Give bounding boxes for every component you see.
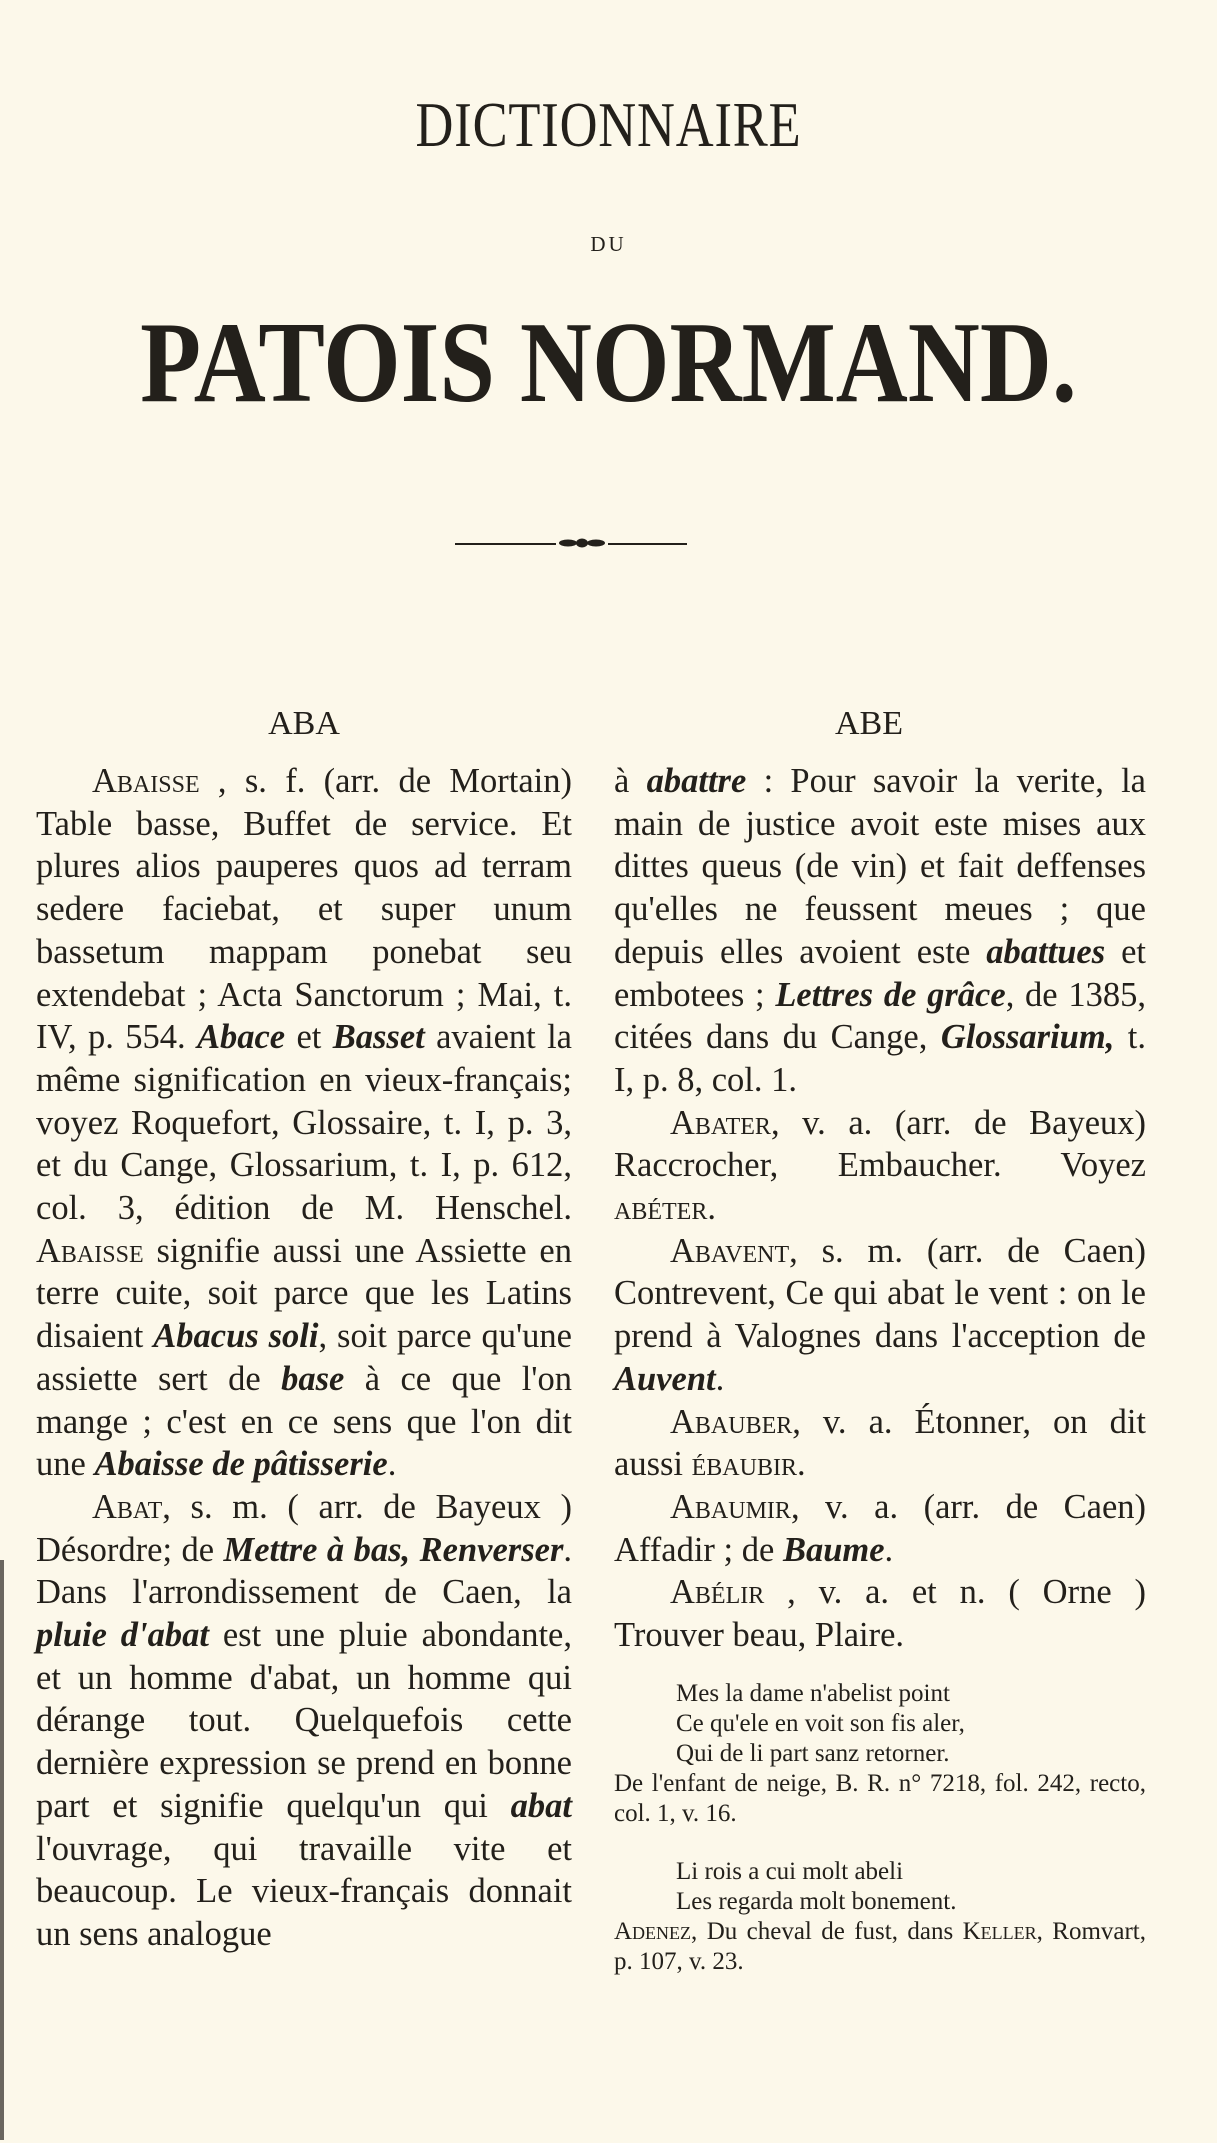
- text-run: Abat: [92, 1487, 163, 1526]
- text-run: abéter: [614, 1189, 708, 1228]
- text-run: Mai, t. IV, p. 554.: [36, 975, 572, 1057]
- text-run: ébaubir: [691, 1445, 797, 1484]
- text-run: t. I, p. 612, col. 3, édition de M. Henschel.: [36, 1146, 572, 1228]
- text-run: , v. a. Étonner, on dit aussi: [614, 1402, 1146, 1484]
- text-run: ,: [691, 1917, 707, 1945]
- text-run: Acta Sanctorum ;: [217, 975, 466, 1014]
- entry-abaumir: [614, 1486, 1146, 1571]
- text-run: , de 1385, citées dans du Cange,: [614, 975, 1146, 1057]
- text-run: ,: [1036, 1917, 1053, 1945]
- text-run: Glossarium,: [229, 1146, 398, 1185]
- text-run: : Pour savoir la verite, la main de justice avoit este mises aux dittes queus (de vin) et fait deffenses qu'elles ne feussent meues ; que depuis elles avoient este: [614, 762, 1146, 971]
- text-run: abattues: [986, 932, 1106, 971]
- text-run: pluie d'abat: [36, 1616, 209, 1655]
- text-run: mappam ponebat seu extendebat ;: [36, 932, 572, 1014]
- text-run: , v. a. (arr. de Caen) Affadir ; de: [614, 1487, 1146, 1569]
- text-run: base: [281, 1359, 345, 1398]
- entry-abaisse: [36, 760, 572, 1486]
- text-run: , dans: [891, 1917, 963, 1945]
- text-run: Abace: [196, 1018, 286, 1057]
- left-column: [36, 760, 572, 1956]
- text-run: Glossaire,: [292, 1103, 432, 1142]
- verse-line: Ce qu'ele en voit son fis aler,: [676, 1709, 965, 1737]
- text-run: Lettres de grâce: [775, 975, 1006, 1014]
- verse-line: Li rois a cui molt abeli: [676, 1857, 904, 1885]
- text-run: Baume: [782, 1530, 885, 1569]
- text-run: , B. R. n° 7218, fol. 242, recto, col. 1, v. 16.: [614, 1769, 1146, 1827]
- text-run: , un homme qui dérange tout. Quelquefois cette dernière expression se prend en bonne part et signifie quelqu'un qui: [36, 1658, 572, 1825]
- text-run: Basset: [332, 1018, 425, 1057]
- text-run: .: [715, 1359, 725, 1398]
- text-run: à: [614, 762, 647, 800]
- text-run: Abater: [670, 1103, 771, 1142]
- entry-continuation: [614, 760, 1146, 1102]
- text-run: Abaisse: [92, 762, 200, 800]
- entry-abelir: [614, 1571, 1146, 1656]
- text-run: signifie aussi une Assiette en terre cuite, soit parce que les Latins disaient: [36, 1231, 572, 1356]
- text-run: , p. 107, v. 23.: [614, 1917, 1147, 1975]
- text-run: .: [707, 1189, 716, 1228]
- text-run: Du cheval de fust: [706, 1917, 892, 1945]
- entry-abauber: [614, 1401, 1146, 1486]
- text-run: . Dans l'arrondissement de Caen, la: [36, 1530, 572, 1612]
- text-run: Mettre à bas, Renverser: [223, 1530, 564, 1569]
- text-run: Auvent: [614, 1359, 716, 1398]
- text-run: abattre: [646, 762, 747, 800]
- text-run: homme d'abat: [129, 1658, 331, 1697]
- text-run: est une pluie abondante, et un: [36, 1616, 572, 1697]
- text-run: Glossarium,: [940, 1018, 1115, 1057]
- text-run: beau: [732, 1616, 798, 1655]
- verse-line: Qui de li part sanz retorner.: [676, 1739, 950, 1767]
- text-run: Abaumir: [670, 1487, 791, 1526]
- text-run: , s. m. ( arr. de Bayeux ) Désordre; de: [36, 1487, 572, 1569]
- verse-quote: [676, 1679, 1146, 1769]
- divider-ornament-icon: [556, 537, 608, 549]
- text-run: Abélir: [670, 1573, 765, 1612]
- verse-line: Les regarda molt bonement.: [676, 1887, 957, 1915]
- text-run: Abauber: [670, 1402, 793, 1441]
- text-run: avaient la même signification en vieux-français; voyez Roquefort,: [36, 1018, 572, 1142]
- quote-citation: [614, 1769, 1146, 1829]
- text-run: et emboteеs ;: [614, 932, 1146, 1014]
- text-run: Abaisse: [36, 1231, 144, 1270]
- text-run: .: [796, 1445, 806, 1484]
- page-edge-shadow: [0, 1560, 4, 2140]
- text-run: Adenez: [614, 1917, 692, 1945]
- text-run: bassetum: [36, 932, 165, 971]
- text-run: .: [884, 1530, 894, 1569]
- text-run: .: [387, 1445, 397, 1484]
- entry-abater: [614, 1102, 1146, 1230]
- text-run: Abavent: [670, 1231, 790, 1270]
- text-run: Romvart: [1052, 1917, 1140, 1945]
- left-column-header: ABA: [268, 705, 340, 742]
- text-run: t. I, p. 8, col. 1.: [614, 1018, 1146, 1099]
- text-run: abat: [887, 1274, 945, 1313]
- verse-line: Mes la dame n'abelist point: [676, 1679, 950, 1707]
- text-run: et: [285, 1018, 333, 1057]
- text-run: t. I, p. 3, et du Cange,: [36, 1103, 573, 1185]
- title-connector: DU: [590, 232, 627, 256]
- text-run: , Plaire.: [797, 1616, 905, 1655]
- text-run: Abacus soli: [153, 1317, 319, 1356]
- verse-quote: [676, 1857, 1146, 1917]
- entry-abat: [36, 1486, 572, 1956]
- text-run: le vent : on le prend à Valognes dans l'acception de: [614, 1274, 1146, 1356]
- quote-citation: [614, 1917, 1146, 1977]
- text-run: , s. f. (arr. de Mortain) Table basse, Buffet de service. Et plures alios pauperes quos ad terram sedere faciebat, et super unum: [36, 762, 572, 929]
- text-run: à ce que l'on mange ; c'est en ce sens que l'on dit une: [36, 1359, 572, 1484]
- text-run: De l'enfant de neige: [614, 1769, 821, 1797]
- right-column: [614, 760, 1146, 1977]
- book-title: DICTIONNAIRE: [415, 89, 802, 160]
- book-subtitle: PATOIS NORMAND.: [140, 299, 1077, 427]
- text-run: , s. m. (arr. de Caen) Contrevent, Ce qui: [614, 1231, 1146, 1313]
- text-run: , v. a. (arr. de Bayeux) Raccrocher, Embaucher. Voyez: [614, 1103, 1146, 1185]
- text-run: abat: [510, 1786, 572, 1825]
- text-run: , v. a. et n. ( Orne ) Trouver: [614, 1573, 1146, 1655]
- text-run: Keller: [962, 1917, 1037, 1945]
- text-run: Abaisse de pâtisserie: [94, 1445, 388, 1484]
- text-run: , soit parce qu'une assiette sert de: [36, 1317, 572, 1398]
- text-run: l'ouvrage, qui travaille vite et beaucoup. Le vieux-français donnait un sens analogue: [36, 1829, 572, 1953]
- entry-abavent: [614, 1230, 1146, 1401]
- right-column-header: ABE: [835, 705, 903, 742]
